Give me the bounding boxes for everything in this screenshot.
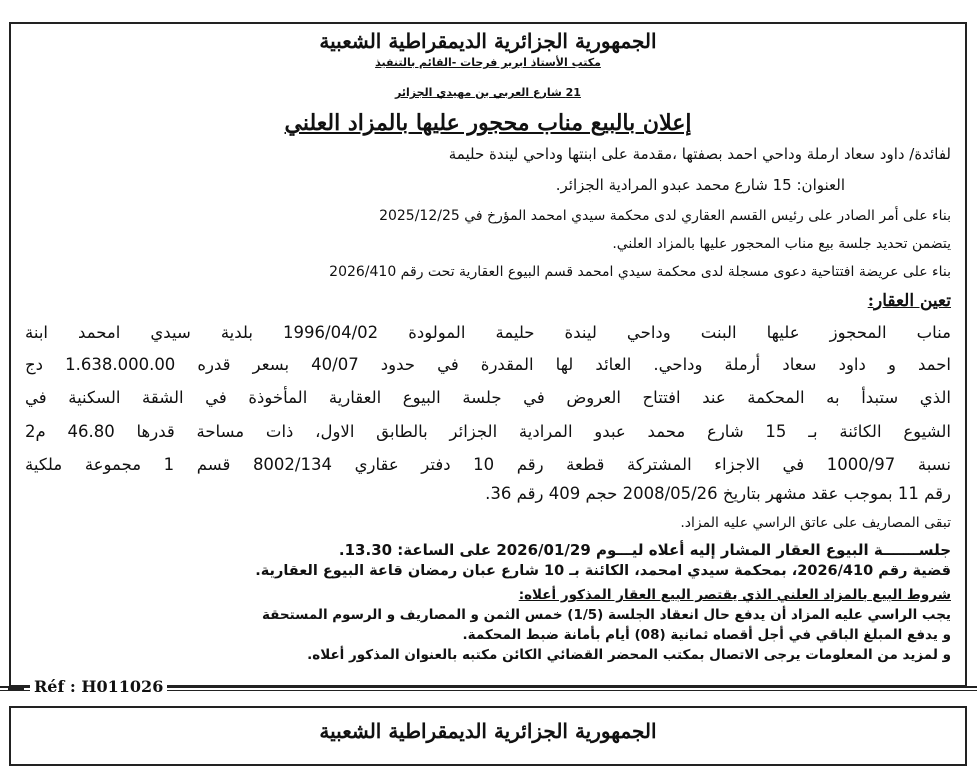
next-notice [9, 706, 967, 766]
property-line: الشيوع الكائنة بـ 15 شارع محمد عبدو المرادية الجزائر بالطابق الاول، ذات مساحة قدرها 46.80 م2 [25, 422, 951, 441]
reference-code: Réf : H011026 [30, 677, 167, 697]
beneficiary: لفائدة/ داود سعاد ارملة وداحي احمد بصفتها ،مقدمة على ابنتها وداحي ليندة حليمة [448, 145, 951, 163]
property-line: نسبة 1000/97 في الاجزاء المشتركة قطعة رقم 10 دفتر عقاري 8002/134 قسم 1 مجموعة ملكية [25, 455, 951, 474]
session-date: جلســـــــة البيوع العقار المشار إليه أعلاه ليـــوم 2026/01/29 على الساعة: 13.30. [338, 541, 951, 559]
property-line: رقم 11 بموجب عقد مشهر بتاريخ 2008/05/26 حجم 409 رقم 36. [485, 484, 951, 503]
auction-notice [9, 22, 967, 687]
divider-mark [8, 686, 24, 690]
republic-title: الجمهورية الجزائرية الديمقراطية الشعبية [319, 719, 657, 743]
property-line: الذي ستبدأ به المحكمة عند افتتاح العروض في جلسة البيوع العقارية المأخوذة في الشقة السكنية في [25, 388, 951, 407]
session-case: قضية رقم 2026/410، بمحكمة سيدي امحمد، الكائنة بـ 10 شارع عبان رمضان قاعة البيوع العقارية. [255, 563, 951, 579]
property-heading: تعين العقار: [867, 291, 951, 311]
condition-line: و لمزيد من المعلومات يرجى الاتصال بمكتب المحضر القضائي الكائن مكتبه بالعنوان المذكور أعلاه. [307, 647, 951, 663]
basis-order: بناء على أمر الصادر على رئيس القسم العقاري لدى محكمة سيدي امحمد المؤرخ في 2025/12/25 [379, 208, 951, 224]
conditions-heading: شروط البيع بالمزاد العلني الذي يقتصر البيع العقار المذكور أعلاه: [518, 587, 951, 603]
condition-line: و يدفع المبلغ الباقي في أجل أقصاه ثمانية (08) أيام بأمانة ضبط المحكمة. [462, 627, 951, 643]
basis-petition: بناء على عريضة افتتاحية دعوى مسجلة لدى محكمة سيدي امحمد قسم البيوع العقارية تحت رقم 2026/410 [329, 264, 951, 280]
condition-line: يجب الراسي عليه المزاد أن يدفع حال انعقاد الجلسة (1/5) خمس الثمن و المصاريف و الرسوم المستحقة [261, 607, 951, 623]
bailiff-office: مكتب الأستاذ ابرير فرحات -القائم بالتنفيذ [375, 56, 601, 69]
order-content: يتضمن تحديد جلسة بيع مناب المحجور عليها بالمزاد العلني. [612, 236, 951, 252]
beneficiary-address: العنوان: 15 شارع محمد عبدو المرادية الجزائر. [555, 176, 845, 194]
announcement-title: إعلان بالبيع مناب محجور عليها بالمزاد العلني [284, 110, 692, 136]
property-line: احمد و داود سعاد أرملة وداحي. العائد لها المقدرة في حدود 40/07 بسعر قدره 1.638.000.00 دج [25, 355, 951, 374]
property-line: مناب المحجوز عليها البنت وداحي ليندة حليمة المولودة 1996/04/02 بلدية سيدي امحمد ابنة [25, 323, 951, 342]
expenses-note: تبقى المصاريف على عاتق الراسي عليه المزاد. [680, 515, 951, 531]
office-address: 21 شارع العربي بن مهيدي الجزائر [395, 86, 581, 99]
republic-title: الجمهورية الجزائرية الديمقراطية الشعبية [319, 29, 657, 53]
reference-bar [0, 674, 977, 700]
